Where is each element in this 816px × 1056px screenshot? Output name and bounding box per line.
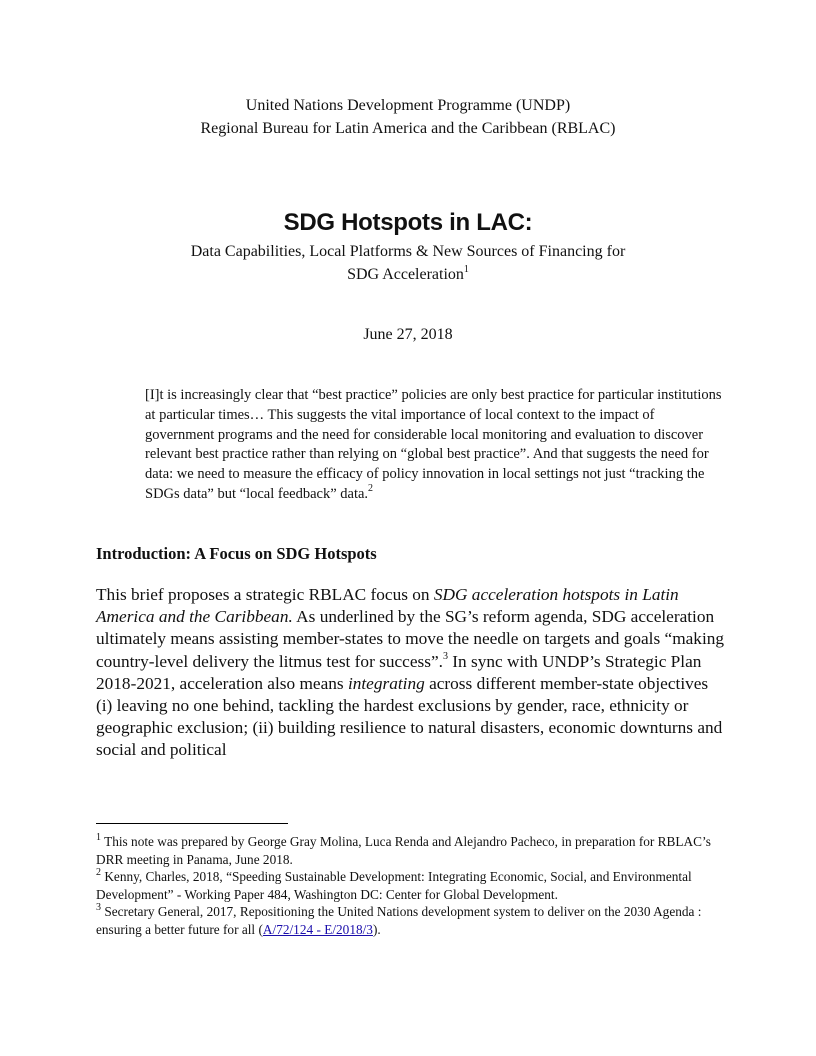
section-heading: Introduction: A Focus on SDG Hotspots xyxy=(96,544,377,563)
footnote-text: Secretary General, 2017, Repositioning the United Nations development system to deliver on the 2030 Agenda : ensuring a better future for all ( xyxy=(96,904,702,937)
body-text: As underlined by the SG’s reform agenda, SDG acceleration ultimately means assisting member-states to move the needle on targets and goals “making country-level delivery the litmus test for success”. xyxy=(96,607,725,671)
document-date: June 27, 2018 xyxy=(363,326,453,343)
body-emphasis: SDG acceleration hotspots in Latin America and the Caribbean. xyxy=(96,585,679,627)
subtitle-line-2-text: SDG Acceleration xyxy=(347,266,464,283)
quote-text: [I]t is increasingly clear that “best practice” policies are only best practice for particular institutions at particular times… This suggests the vital importance of local context to the impact of government programs and the need for considerable local monitoring and evaluation to discover relevant best practice rather than relying on “global best practice”. And that suggests the need for data: we need to measure the efficacy of policy innovation in local settings not just “tracking the SDGs data” but “local feedback” data. xyxy=(145,387,722,502)
body-text: across different member-state objectives (i) leaving no one behind, tackling the hardest exclusions by gender, race, ethnicity or geographic exclusion; (ii) building resilience to natural disasters, economic downturns and social and political xyxy=(96,673,723,760)
document-link[interactable]: A/72/124 - E/2018/3 xyxy=(262,921,373,937)
subtitle-line-1: Data Capabilities, Local Platforms & New Sources of Financing for xyxy=(190,243,626,260)
document-title: SDG Hotspots in LAC: xyxy=(283,209,533,236)
header-organization: United Nations Development Programme (UNDP) xyxy=(245,97,571,114)
footnote-text: ). xyxy=(372,921,381,937)
subtitle-line-2 xyxy=(0,263,816,286)
footnote-1 xyxy=(96,833,726,868)
footnote-text: Kenny, Charles, 2018, “Speeding Sustainable Development: Integrating Economic, Social, and Environmental Development” - Working Paper 484, Washington DC: Center for Global Development. xyxy=(96,869,692,902)
footnote-ref-2[interactable]: 2 xyxy=(368,483,374,495)
footnote-ref-1[interactable]: 1 xyxy=(463,263,469,275)
header-bureau: Regional Bureau for Latin America and the Caribbean (RBLAC) xyxy=(200,120,616,137)
document-header xyxy=(0,94,816,140)
footnote-number: 1 xyxy=(96,831,101,843)
body-paragraph xyxy=(96,584,726,762)
epigraph-quote xyxy=(145,386,725,505)
footnote-number: 2 xyxy=(96,866,101,878)
footnote-2 xyxy=(96,868,726,903)
footnote-text: This note was prepared by George Gray Molina, Luca Renda and Alejandro Pacheco, in preparation for RBLAC’s DRR meeting in Panama, June 2018. xyxy=(96,834,711,867)
footnotes xyxy=(96,833,726,938)
body-text: This brief proposes a strategic RBLAC focus on xyxy=(96,585,434,604)
body-text: In sync with UNDP’s Strategic Plan 2018-2021, acceleration also means xyxy=(96,651,702,693)
footnote-ref-3[interactable]: 3 xyxy=(442,650,448,662)
footnote-number: 3 xyxy=(96,901,101,913)
footnote-3 xyxy=(96,903,726,938)
footnote-divider xyxy=(96,823,288,824)
document-subtitle xyxy=(0,240,816,286)
body-emphasis: integrating xyxy=(347,673,425,693)
